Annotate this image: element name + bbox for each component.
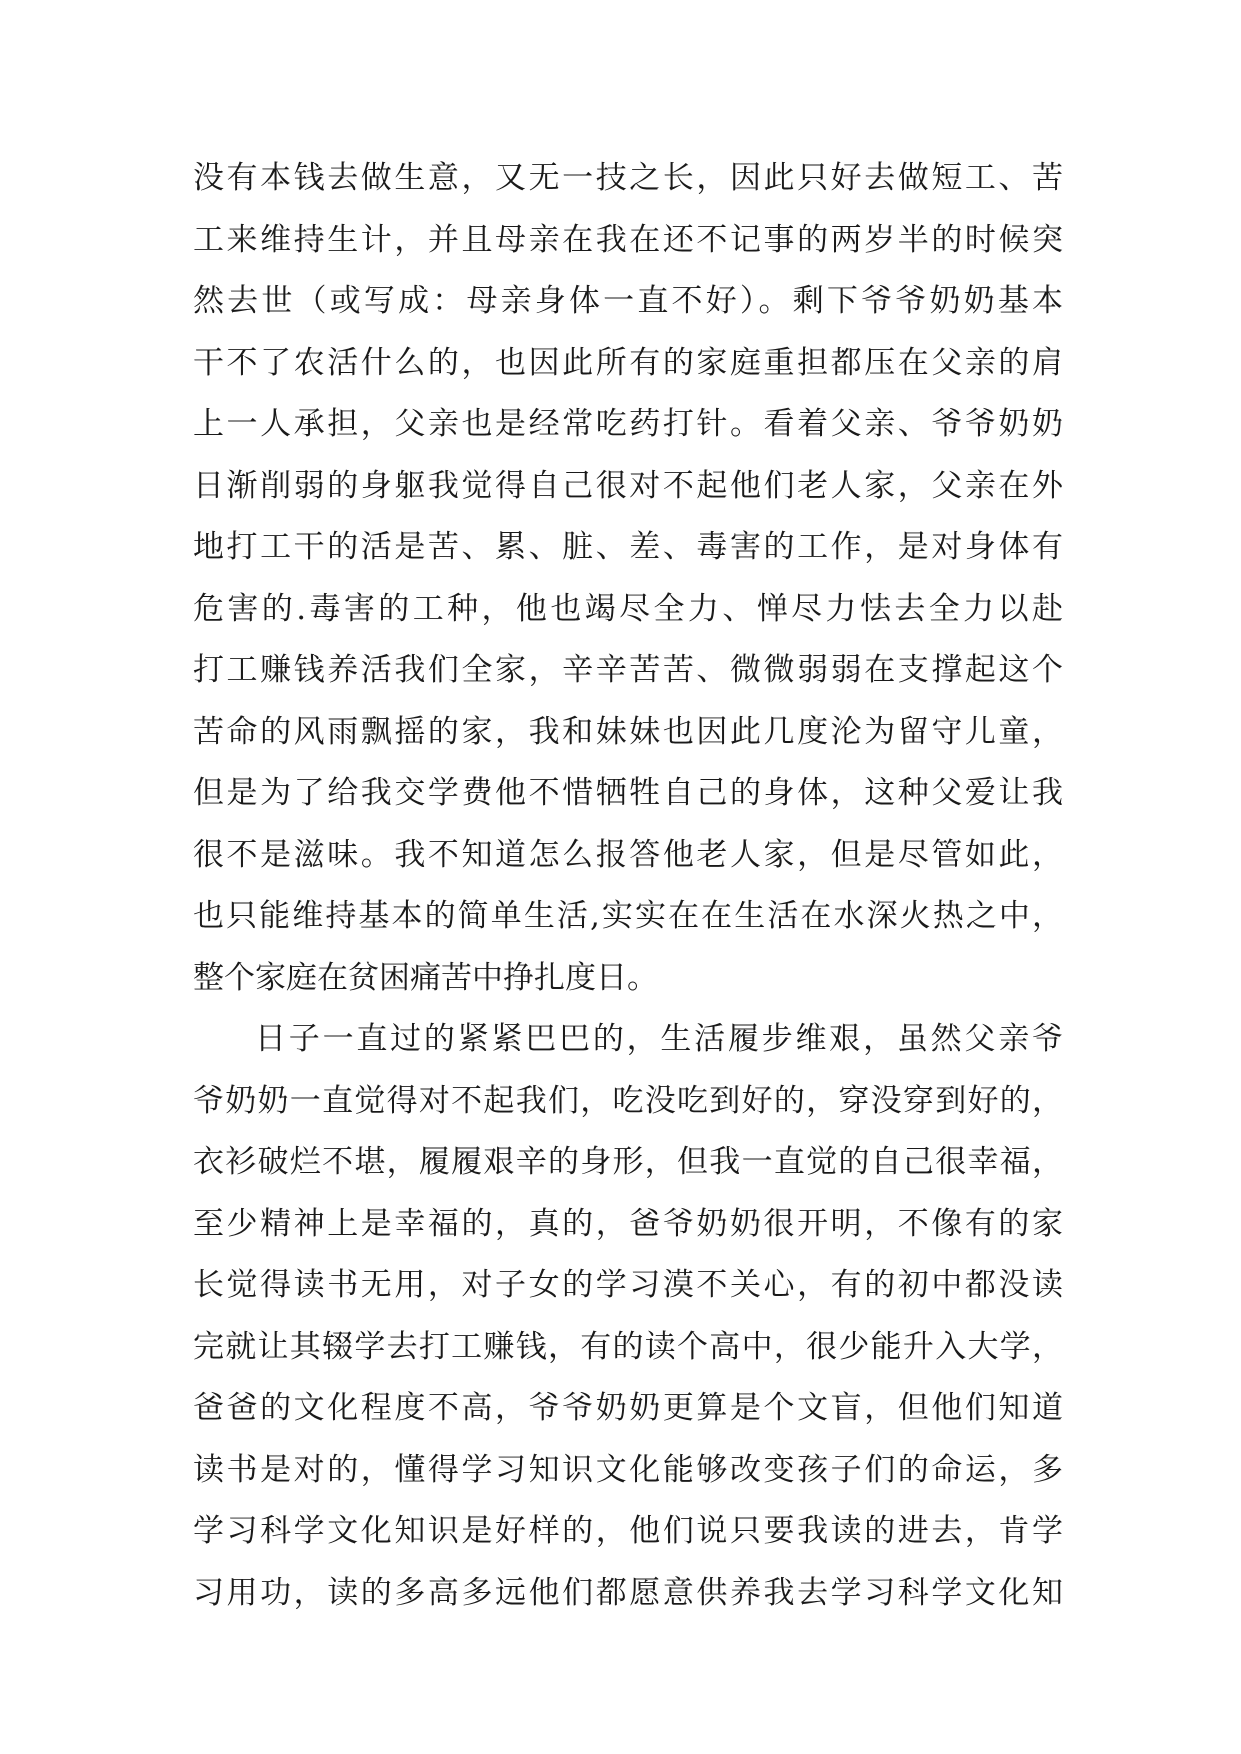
- text-line: 完就让其辍学去打工赚钱，有的读个高中，很少能升入大学，: [193, 1328, 1063, 1365]
- text-line: 然去世（或写成：母亲身体一直不好）。剩下爷爷奶奶基本: [193, 283, 1063, 319]
- text-line: 很不是滋味。我不知道怎么报答他老人家，但是尽管如此，: [193, 836, 1063, 873]
- text-line: 日渐削弱的身躯我觉得自己很对不起他们老人家，父亲在外: [193, 467, 1063, 504]
- text-line: 习用功，读的多高多远他们都愿意供养我去学习科学文化知: [193, 1574, 1063, 1611]
- text-line: 但是为了给我交学费他不惜牺牲自己的身体，这种父爱让我: [193, 775, 1063, 811]
- text-line: 长觉得读书无用，对子女的学习漠不关心，有的初中都没读: [193, 1267, 1063, 1303]
- document-body: [193, 156, 1063, 1632]
- text-line: 整个家庭在贫困痛苦中挣扎度日。: [193, 959, 658, 996]
- text-line: 苦命的风雨飘摇的家，我和妹妹也因此几度沦为留守儿童，: [193, 713, 1063, 750]
- text-line: 日子一直过的紧紧巴巴的，生活履步维艰，虽然父亲爷: [255, 1021, 1063, 1057]
- text-line: 工来维持生计，并且母亲在我在还不记事的两岁半的时候突: [193, 221, 1063, 258]
- text-line: 干不了农活什么的，也因此所有的家庭重担都压在父亲的肩: [193, 344, 1063, 381]
- text-line: 没有本钱去做生意，又无一技之长，因此只好去做短工、苦: [193, 160, 1063, 196]
- text-line: 爷奶奶一直觉得对不起我们，吃没吃到好的，穿没穿到好的，: [193, 1082, 1063, 1119]
- text-line: 衣衫破烂不堪，履履艰辛的身形，但我一直觉的自己很幸福，: [193, 1144, 1063, 1180]
- text-line: 读书是对的，懂得学习知识文化能够改变孩子们的命运，多: [193, 1451, 1063, 1488]
- text-line: 地打工干的活是苦、累、脏、差、毒害的工作，是对身体有: [193, 529, 1063, 565]
- text-line: 至少精神上是幸福的，真的，爸爷奶奶很开明，不像有的家: [193, 1205, 1063, 1242]
- text-line: 打工赚钱养活我们全家，辛辛苦苦、微微弱弱在支撑起这个: [193, 652, 1063, 688]
- text-line: 学习科学文化知识是好样的，他们说只要我读的进去，肯学: [193, 1513, 1063, 1549]
- text-line: 也只能维持基本的简单生活,实实在在生活在水深火热之中，: [193, 898, 1063, 934]
- text-line: 危害的.毒害的工种，他也竭尽全力、惮尽力怯去全力以赴: [193, 590, 1063, 627]
- text-line: 上一人承担，父亲也是经常吃药打针。看着父亲、爷爷奶奶: [193, 406, 1063, 442]
- text-line: 爸爸的文化程度不高，爷爷奶奶更算是个文盲，但他们知道: [193, 1390, 1063, 1426]
